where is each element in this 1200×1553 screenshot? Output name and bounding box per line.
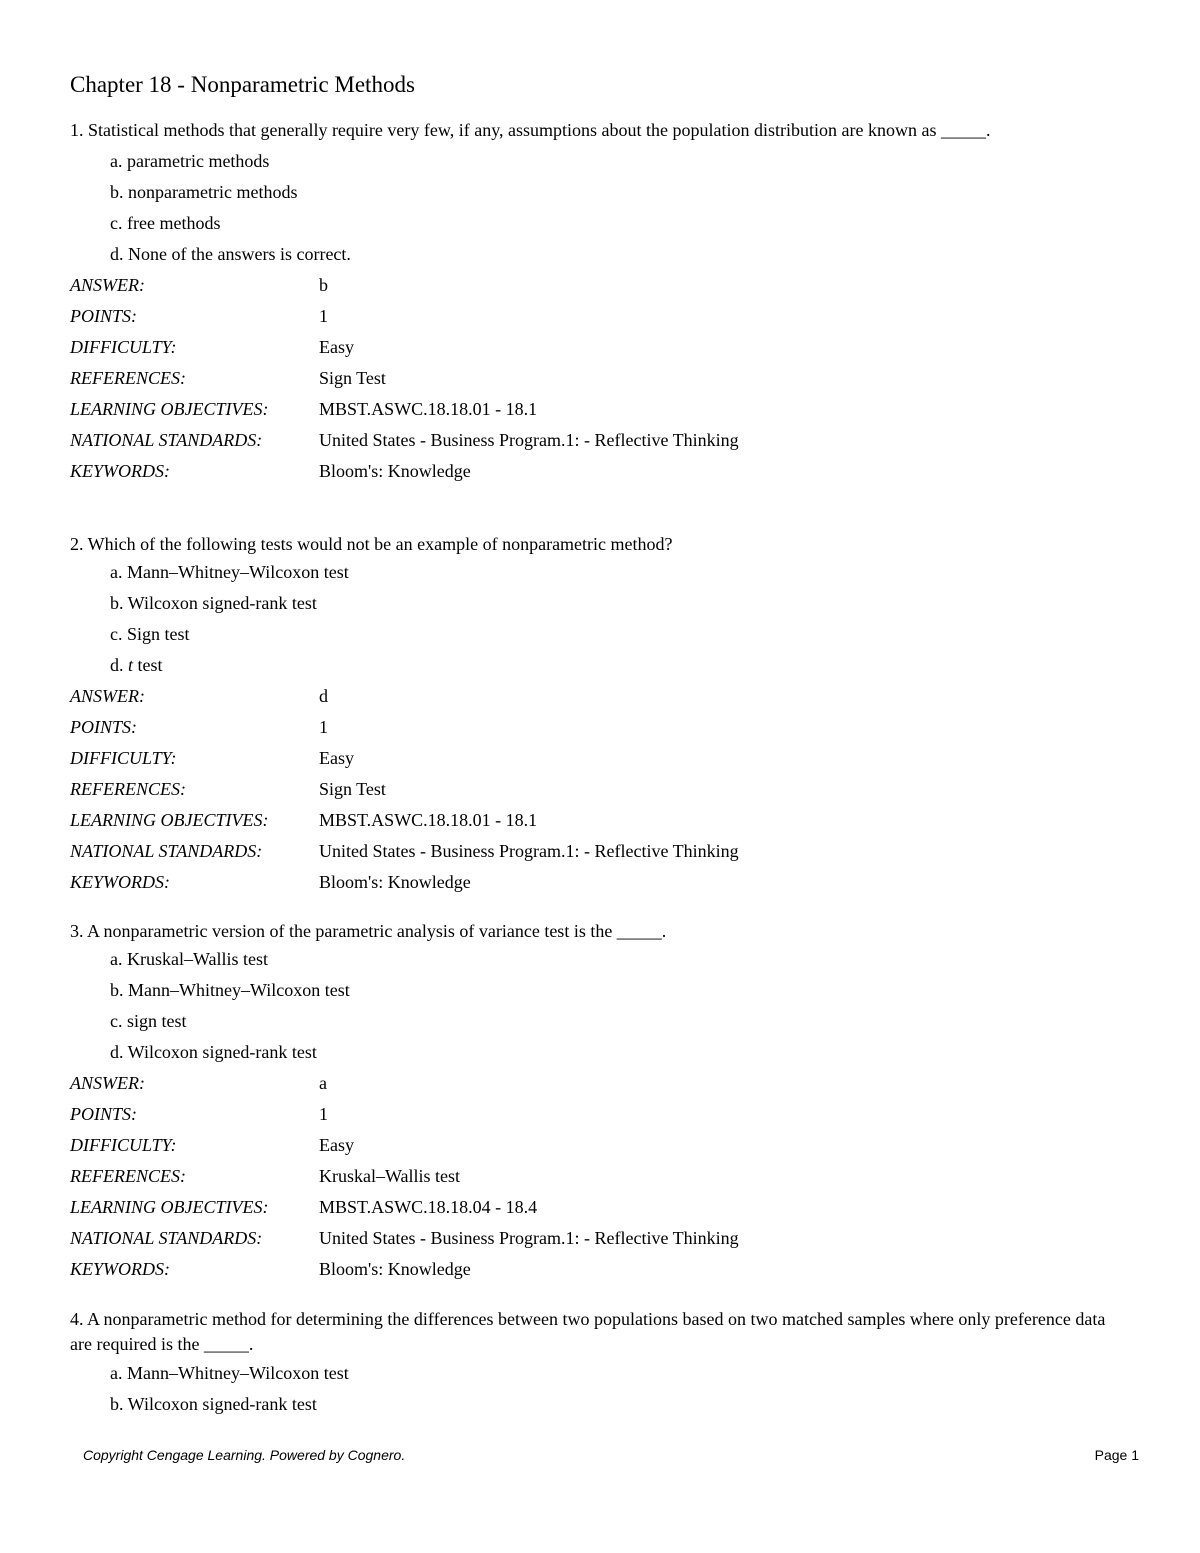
references-value: Kruskal–Wallis test (319, 1166, 461, 1186)
references-value: Sign Test (319, 779, 386, 799)
learning-objectives-label: LEARNING OBJECTIVES: (70, 399, 269, 419)
difficulty-label: DIFFICULTY: (70, 748, 177, 768)
national-standards-label: NATIONAL STANDARDS: (70, 1228, 263, 1248)
option-b: b. Mann–Whitney–Wilcoxon test (110, 980, 350, 1000)
question-stem: 3. A nonparametric version of the parametric analysis of variance test is the _____. (70, 921, 667, 941)
keywords-value: Bloom's: Knowledge (319, 1259, 471, 1279)
points-row (0, 1099, 1200, 1130)
option-c: c. free methods (110, 213, 221, 233)
answer-row (0, 270, 1200, 301)
option-c: c. sign test (110, 1011, 187, 1031)
option-d-suffix: test (133, 655, 163, 675)
national-standards-value: United States - Business Program.1: - Reflective Thinking (319, 1228, 739, 1248)
learning-objectives-row (0, 805, 1200, 836)
national-standards-row (0, 836, 1200, 867)
answer-value: b (319, 275, 328, 295)
points-label: POINTS: (70, 717, 137, 737)
difficulty-label: DIFFICULTY: (70, 337, 177, 357)
answer-options (0, 1358, 1200, 1420)
question-stem: 1. Statistical methods that generally require very few, if any, assumptions about the population distribution are known as _____. (70, 120, 991, 140)
difficulty-row (0, 743, 1200, 774)
keywords-row (0, 456, 1200, 487)
points-label: POINTS: (70, 306, 137, 326)
option-d (110, 650, 1200, 681)
answer-value: a (319, 1073, 327, 1093)
question-stem: 2. Which of the following tests would not be an example of nonparametric method? (70, 534, 673, 554)
references-value: Sign Test (319, 368, 386, 388)
points-value: 1 (319, 1104, 328, 1124)
points-label: POINTS: (70, 1104, 137, 1124)
question-metadata (0, 1068, 1200, 1285)
learning-objectives-value: MBST.ASWC.18.18.04 - 18.4 (319, 1197, 538, 1217)
answer-row (0, 681, 1200, 712)
question-metadata (0, 270, 1200, 487)
option-d: d. None of the answers is correct. (110, 244, 351, 264)
option-a: a. parametric methods (110, 151, 270, 171)
option-c: c. Sign test (110, 624, 190, 644)
references-label: REFERENCES: (70, 779, 186, 799)
question-stem: 4. A nonparametric method for determining the differences between two populations based on two matched samples where only preference data are required is the _____. (70, 1309, 1106, 1354)
difficulty-row (0, 1130, 1200, 1161)
page-number: Page 1 (1094, 1447, 1139, 1463)
keywords-row (0, 1254, 1200, 1285)
option-b: b. Wilcoxon signed-rank test (110, 593, 317, 613)
references-row (0, 1161, 1200, 1192)
option-d-prefix: d. (110, 655, 128, 675)
difficulty-label: DIFFICULTY: (70, 1135, 177, 1155)
learning-objectives-row (0, 1192, 1200, 1223)
national-standards-label: NATIONAL STANDARDS: (70, 841, 263, 861)
references-row (0, 774, 1200, 805)
national-standards-row (0, 425, 1200, 456)
learning-objectives-row (0, 394, 1200, 425)
answer-label: ANSWER: (70, 1073, 145, 1093)
national-standards-label: NATIONAL STANDARDS: (70, 430, 263, 450)
difficulty-row (0, 332, 1200, 363)
keywords-value: Bloom's: Knowledge (319, 461, 471, 481)
question-4 (0, 1307, 1200, 1420)
answer-options (0, 944, 1200, 1068)
answer-label: ANSWER: (70, 686, 145, 706)
points-row (0, 712, 1200, 743)
references-label: REFERENCES: (70, 1166, 186, 1186)
question-3 (0, 919, 1200, 1285)
answer-row (0, 1068, 1200, 1099)
learning-objectives-value: MBST.ASWC.18.18.01 - 18.1 (319, 810, 538, 830)
question-metadata (0, 681, 1200, 898)
question-1 (0, 118, 1200, 487)
difficulty-value: Easy (319, 337, 354, 357)
answer-options (0, 146, 1200, 270)
answer-label: ANSWER: (70, 275, 145, 295)
learning-objectives-label: LEARNING OBJECTIVES: (70, 1197, 269, 1217)
difficulty-value: Easy (319, 1135, 354, 1155)
keywords-label: KEYWORDS: (70, 461, 170, 481)
difficulty-value: Easy (319, 748, 354, 768)
national-standards-value: United States - Business Program.1: - Reflective Thinking (319, 841, 739, 861)
keywords-label: KEYWORDS: (70, 872, 170, 892)
option-b: b. nonparametric methods (110, 182, 298, 202)
page-title: Chapter 18 - Nonparametric Methods (70, 72, 415, 97)
learning-objectives-label: LEARNING OBJECTIVES: (70, 810, 269, 830)
option-b: b. Wilcoxon signed-rank test (110, 1394, 317, 1414)
national-standards-row (0, 1223, 1200, 1254)
national-standards-value: United States - Business Program.1: - Reflective Thinking (319, 430, 739, 450)
option-a: a. Mann–Whitney–Wilcoxon test (110, 562, 349, 582)
keywords-label: KEYWORDS: (70, 1259, 170, 1279)
option-d: d. Wilcoxon signed-rank test (110, 1042, 317, 1062)
copyright-text: Copyright Cengage Learning. Powered by Cognero. (83, 1447, 406, 1463)
points-value: 1 (319, 717, 328, 737)
points-row (0, 301, 1200, 332)
learning-objectives-value: MBST.ASWC.18.18.01 - 18.1 (319, 399, 538, 419)
references-row (0, 363, 1200, 394)
keywords-value: Bloom's: Knowledge (319, 872, 471, 892)
question-2 (0, 532, 1200, 898)
option-a: a. Mann–Whitney–Wilcoxon test (110, 1363, 349, 1383)
points-value: 1 (319, 306, 328, 326)
keywords-row (0, 867, 1200, 898)
references-label: REFERENCES: (70, 368, 186, 388)
option-a: a. Kruskal–Wallis test (110, 949, 269, 969)
answer-value: d (319, 686, 328, 706)
option-d-italic: t (128, 655, 134, 675)
page-footer (0, 1447, 1200, 1467)
answer-options (0, 557, 1200, 681)
